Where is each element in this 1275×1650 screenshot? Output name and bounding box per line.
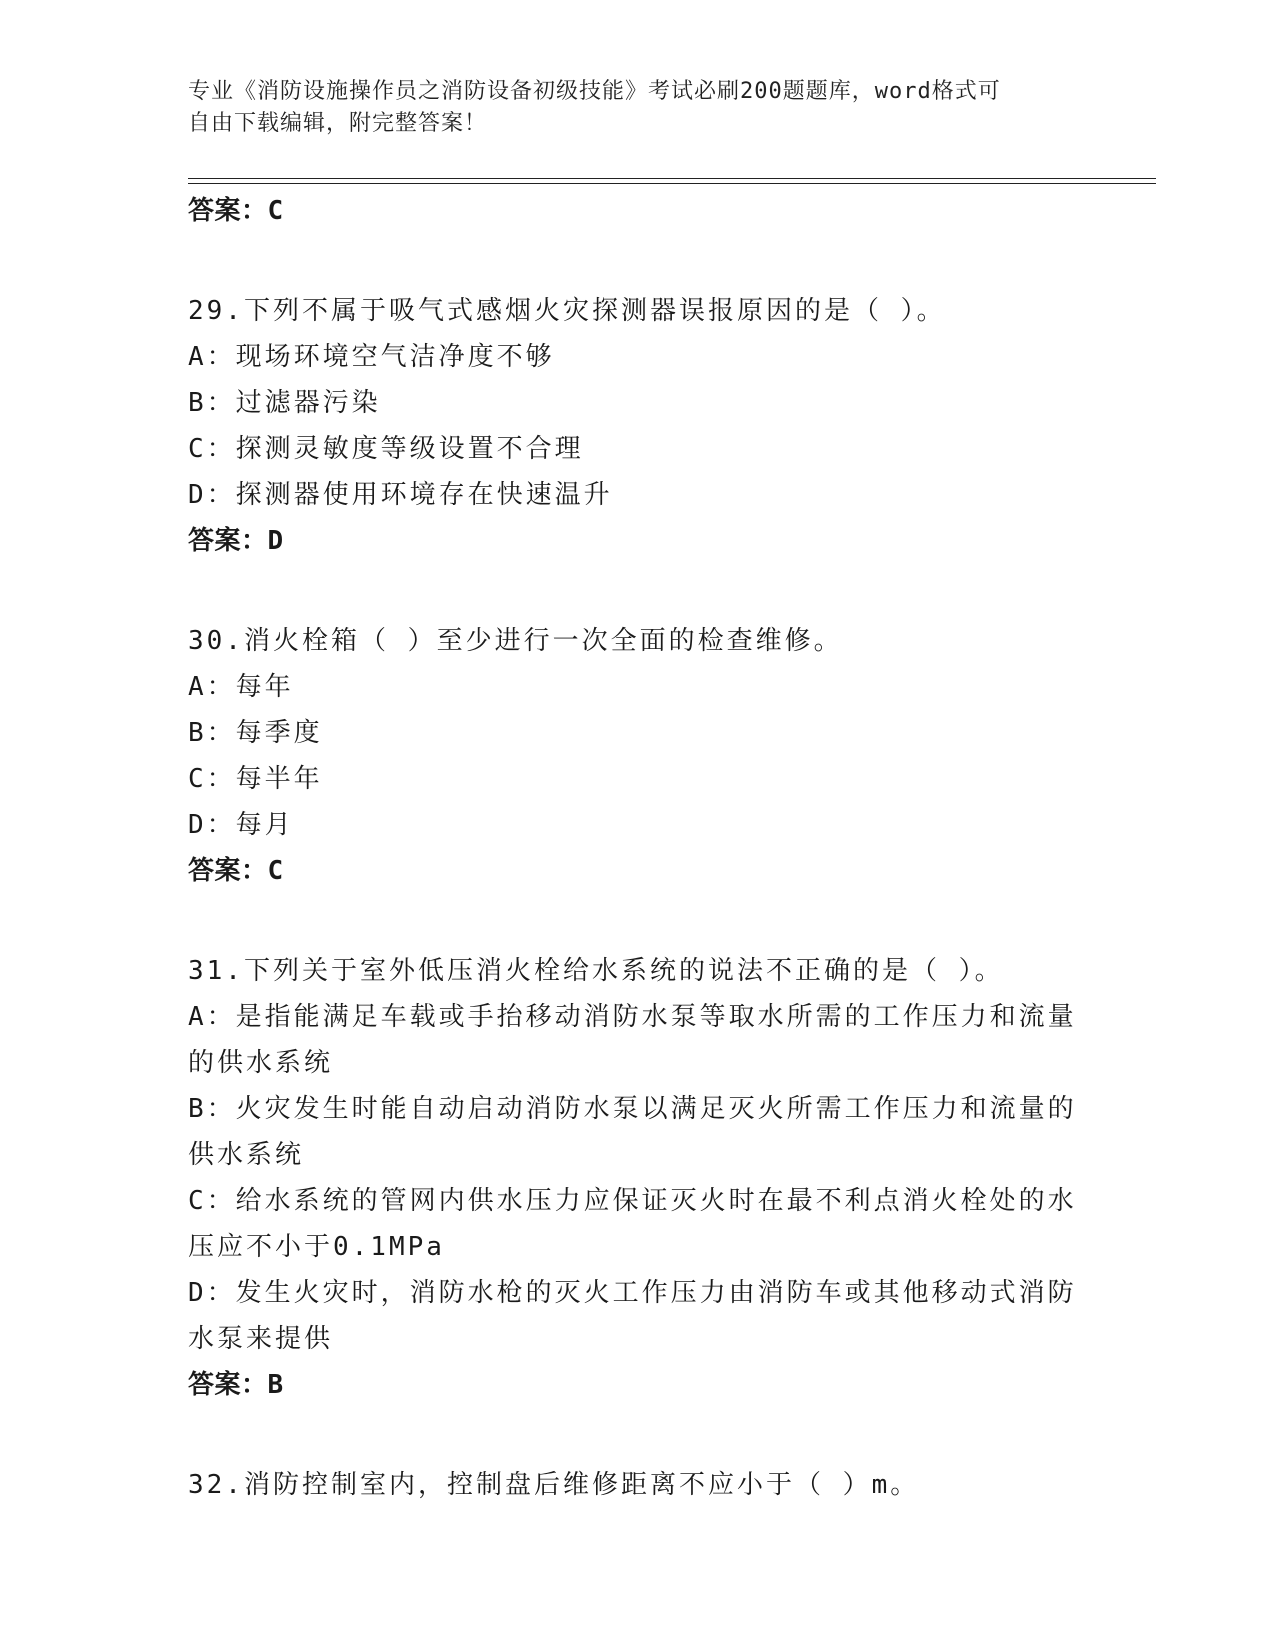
answer-line <box>188 518 1088 564</box>
option-b: B：火灾发生时能自动启动消防水泵以满足灭火所需工作压力和流量的供水系统 <box>188 1094 1077 1170</box>
option-a: A：是指能满足车载或手抬移动消防水泵等取水所需的工作压力和流量的供水系统 <box>188 1002 1077 1078</box>
answer-label: 答案： <box>188 1370 268 1400</box>
answer-line <box>188 188 1088 234</box>
question-text: 30.消火栓箱（ ）至少进行一次全面的检查维修。 <box>188 626 843 656</box>
question-text: 32.消防控制室内，控制盘后维修距离不应小于（ ）m。 <box>188 1470 920 1500</box>
question-text: 29.下列不属于吸气式感烟火灾探测器误报原因的是（ ）。 <box>188 296 946 326</box>
header-line-2: 自由下载编辑，附完整答案！ <box>188 111 488 136</box>
header-divider-top <box>188 178 1156 179</box>
option-d: D：每月 <box>188 810 294 840</box>
answer-line <box>188 1362 1088 1408</box>
document-header <box>188 76 1068 140</box>
option-d: D：探测器使用环境存在快速温升 <box>188 480 613 510</box>
question-29 <box>188 288 1088 564</box>
header-line-1: 专业《消防设施操作员之消防设备初级技能》考试必刷200题题库，word格式可 <box>188 79 1001 104</box>
option-b: B：每季度 <box>188 718 323 748</box>
option-b: B：过滤器污染 <box>188 388 381 418</box>
answer-value: B <box>267 1370 284 1400</box>
option-d: D：发生火灾时，消防水枪的灭火工作压力由消防车或其他移动式消防水泵来提供 <box>188 1278 1077 1354</box>
answer-value: D <box>267 526 284 556</box>
question-31 <box>188 948 1088 1408</box>
answer-line <box>188 848 1088 894</box>
answer-value: C <box>267 856 284 886</box>
answer-label: 答案： <box>188 856 268 886</box>
question-32 <box>188 1462 1088 1508</box>
answer-label: 答案： <box>188 196 268 226</box>
option-a: A：每年 <box>188 672 294 702</box>
header-divider-bottom <box>188 183 1156 184</box>
question-text: 31.下列关于室外低压消火栓给水系统的说法不正确的是（ ）。 <box>188 956 1004 986</box>
answer-label: 答案： <box>188 526 268 556</box>
option-c: C：给水系统的管网内供水压力应保证灭火时在最不利点消火栓处的水压应不小于0.1MPa <box>188 1186 1077 1262</box>
question-30 <box>188 618 1088 894</box>
question-list <box>188 188 1088 1508</box>
option-c: C：每半年 <box>188 764 323 794</box>
answer-value: C <box>267 196 284 226</box>
option-c: C：探测灵敏度等级设置不合理 <box>188 434 584 464</box>
option-a: A：现场环境空气洁净度不够 <box>188 342 555 372</box>
